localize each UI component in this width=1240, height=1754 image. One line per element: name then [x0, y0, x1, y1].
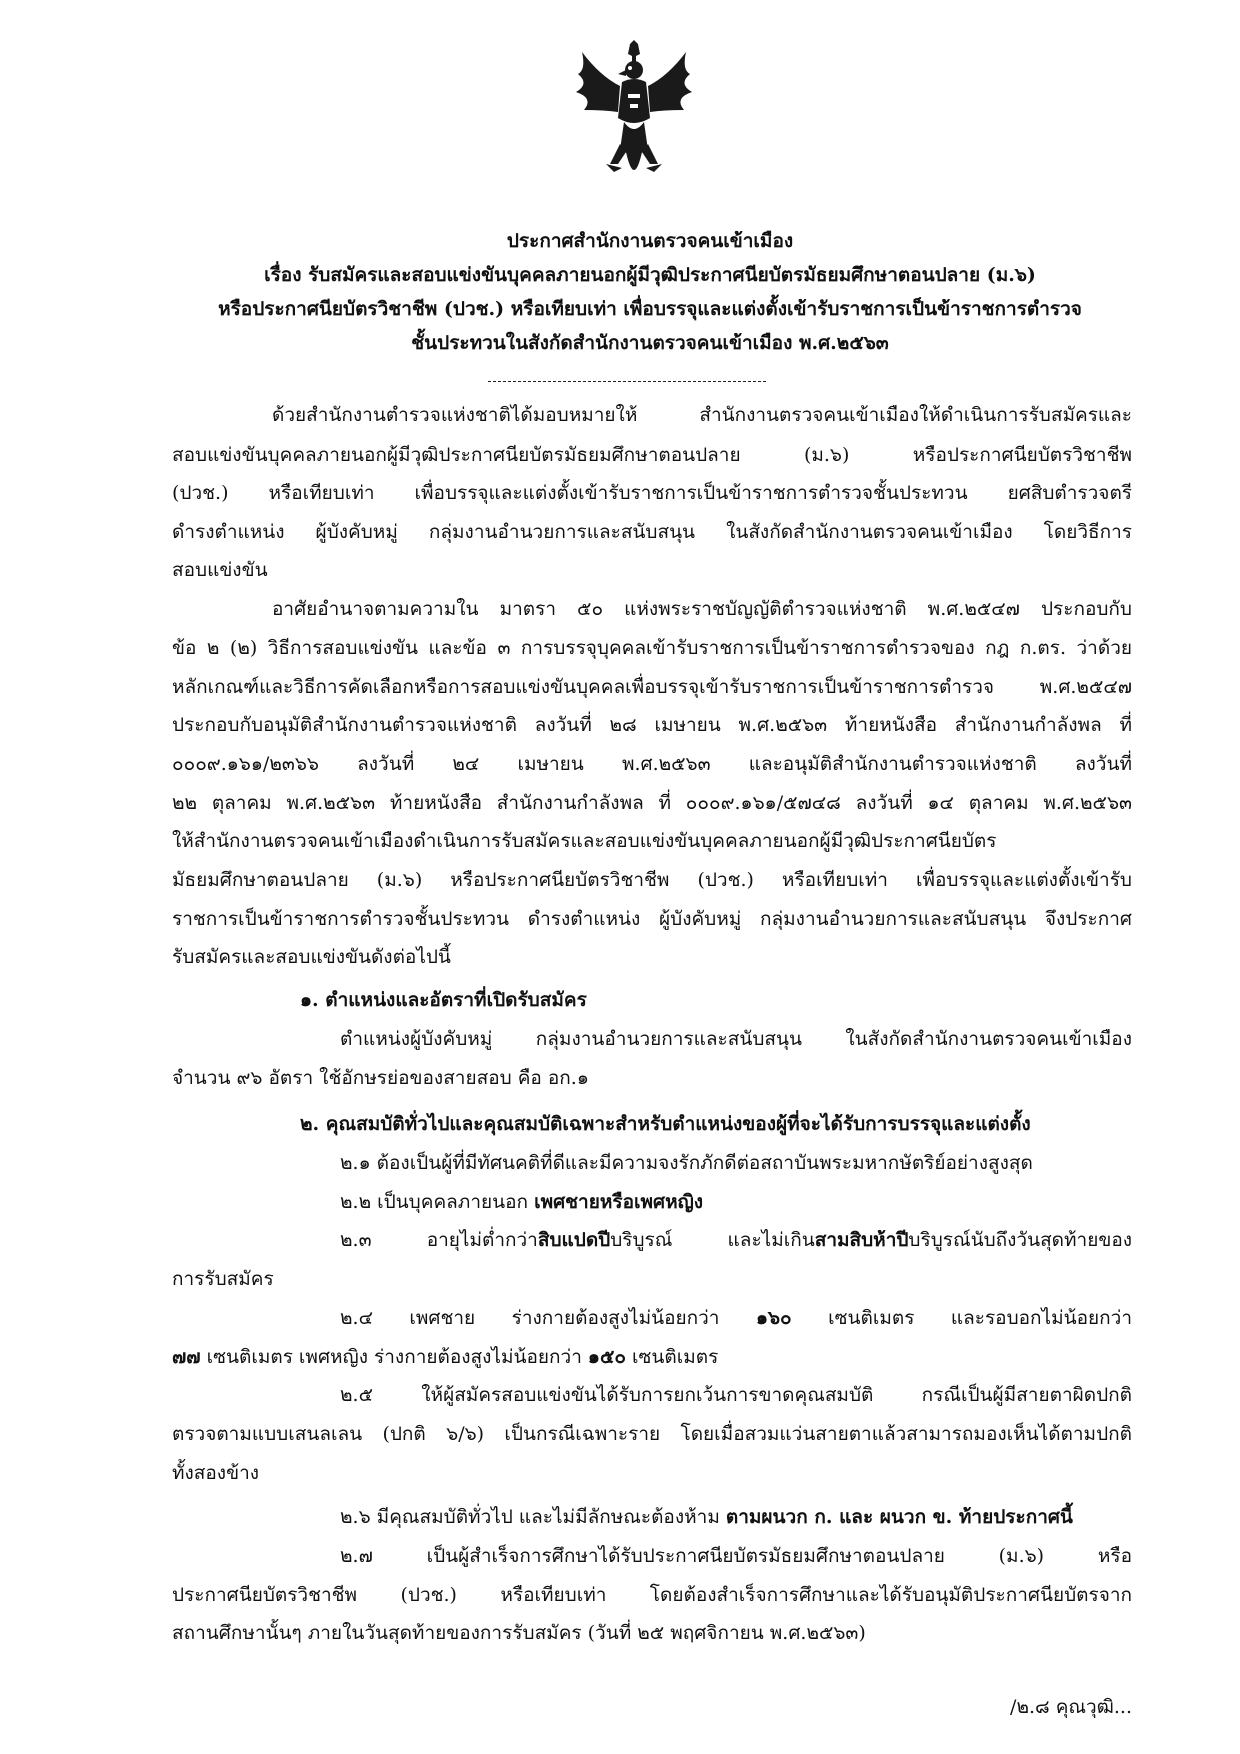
section2-item5-line1: ๒.๕ ให้ผู้สมัครสอบแข่งขันได้รับการยกเว้นการขาดคุณสมบัติ กรณีเป็นผู้มีสายตาผิดปกติ — [340, 1384, 1132, 1406]
paragraph2-line5: ๐๐๐๙.๑๖๑/๒๓๖๖ ลงวันที่ ๒๔ เมษายน พ.ศ.๒๕๖๓ และอนุมัติสำนักงานตำรวจแห่งชาติ ลงวันที่ — [172, 753, 1132, 775]
document-title: ประกาศสำนักงานตรวจคนเข้าเมือง — [506, 230, 794, 252]
paragraph2-line4: ประกอบกับอนุมัติสำนักงานตำรวจแห่งชาติ ลงวันที่ ๒๘ เมษายน พ.ศ.๒๕๖๓ ท้ายหนังสือ สำนักงานกำลังพล ที่ — [172, 714, 1132, 736]
section2-item6 — [340, 1502, 1132, 1532]
paragraph1-line5: สอบแข่งขัน — [172, 559, 268, 581]
section2-item4-text-a: ๒.๔ เพศชาย ร่างกายต้องสูงไม่น้อยกว่า — [340, 1307, 756, 1329]
paragraph1-line2: สอบแข่งขันบุคคลภายนอกผู้มีวุฒิประกาศนียบัตรมัธยมศึกษาตอนปลาย (ม.๖) หรือประกาศนียบัตรวิชาชีพ — [172, 444, 1132, 466]
section2-item1: ๒.๑ ต้องเป็นผู้ที่มีทัศนคติที่ดีและมีความจงรักภักดีต่อสถาบันพระมหากษัตริย์อย่างสูงสุด — [340, 1152, 1033, 1174]
section2-item4-text-b: เซนติเมตร และรอบอกไม่น้อยกว่า — [791, 1307, 1133, 1329]
section2-item4-height-male: ๑๖๐ — [755, 1307, 792, 1329]
section2-item3-text-c: บริบูรณ์นับถึงวันสุดท้ายของ — [908, 1229, 1133, 1251]
garuda-emblem-icon — [570, 40, 700, 190]
section1-heading: ๑. ตำแหน่งและอัตราที่เปิดรับสมัคร — [300, 989, 587, 1011]
section2-item3-cont: การรับสมัคร — [172, 1268, 274, 1290]
section2-item5-line3: ทั้งสองข้าง — [172, 1462, 260, 1484]
section2-item4-height-female: ๑๕๐ — [587, 1346, 626, 1368]
section2-item2 — [340, 1187, 1132, 1217]
section2-item4 — [340, 1303, 1132, 1333]
continuation-reference: /๒.๘ คุณวุฒิ... — [1010, 1696, 1132, 1718]
section2-item2-text: ๒.๒ เป็นบุคคลภายนอก — [340, 1191, 535, 1213]
paragraph1-line4: ดำรงตำแหน่ง ผู้บังคับหมู่ กลุ่มงานอำนวยการและสนับสนุน ในสังกัดสำนักงานตรวจคนเข้าเมือง โดยวิธีการ — [172, 521, 1132, 543]
section2-item6-bold: ตามผนวก ก. และ ผนวก ข. ท้ายประกาศนี้ — [725, 1506, 1073, 1528]
section2-item7-line3: สถานศึกษานั้นๆ ภายในวันสุดท้ายของการรับสมัคร (วันที่ ๒๕ พฤศจิกายน พ.ศ.๒๕๖๓) — [172, 1622, 866, 1644]
section2-item4-text-c: เซนติเมตร เพศหญิง ร่างกายต้องสูงไม่น้อยกว่า — [200, 1346, 588, 1368]
paragraph2-line1: อาศัยอำนาจตามความใน มาตรา ๕๐ แห่งพระราชบัญญัติตำรวจแห่งชาติ พ.ศ.๒๕๔๗ ประกอบกับ — [272, 598, 1132, 620]
section2-item5-line2: ตรวจตามแบบเสนลเลน (ปกติ ๖/๖) เป็นกรณีเฉพาะราย โดยเมื่อสวมแว่นสายตาแล้วสามารถมองเห็นได้ตามปกติ — [172, 1423, 1132, 1445]
section2-item4-cont — [172, 1342, 1132, 1372]
section2-item4-text-d: เซนติเมตร — [625, 1346, 719, 1368]
section2-item3 — [340, 1225, 1132, 1255]
section2-item3-text-a: ๒.๓ อายุไม่ต่ำกว่า — [340, 1229, 538, 1251]
paragraph2-line6: ๒๒ ตุลาคม พ.ศ.๒๕๖๓ ท้ายหนังสือ สำนักงานกำลังพล ที่ ๐๐๐๙.๑๖๑/๕๗๔๘ ลงวันที่ ๑๔ ตุลาคม พ.ศ.๒๕๖๓ — [172, 792, 1132, 814]
paragraph2-line3: หลักเกณฑ์และวิธีการคัดเลือกหรือการสอบแข่งขันบุคคลเพื่อบรรจุเข้ารับราชการเป็นข้าราชการตำรวจ พ.ศ.๒๕๔๗ — [172, 676, 1132, 698]
paragraph2-line8: มัธยมศึกษาตอนปลาย (ม.๖) หรือประกาศนียบัตรวิชาชีพ (ปวช.) หรือเทียบเท่า เพื่อบรรจุและแต่งตั้งเข้ารับ — [172, 869, 1132, 891]
section2-heading: ๒. คุณสมบัติทั่วไปและคุณสมบัติเฉพาะสำหรับตำแหน่งของผู้ที่จะได้รับการบรรจุและแต่งตั้ง — [300, 1113, 1031, 1135]
paragraph1-line1: ด้วยสำนักงานตำรวจแห่งชาติได้มอบหมายให้ สำนักงานตรวจคนเข้าเมืองให้ดำเนินการรับสมัครและ — [272, 404, 1132, 426]
title-divider — [488, 381, 766, 382]
paragraph2-line10: รับสมัครและสอบแข่งขันดังต่อไปนี้ — [172, 946, 451, 968]
section2-item3-bold-a: สิบแปดปี — [537, 1229, 611, 1251]
section2-item3-bold-b: สามสิบห้าปี — [814, 1229, 909, 1251]
section2-item7-line1: ๒.๗ เป็นผู้สำเร็จการศึกษาได้รับประกาศนียบัตรมัธยมศึกษาตอนปลาย (ม.๖) หรือ — [340, 1545, 1132, 1567]
section2-item4-chest: ๗๗ — [172, 1346, 201, 1368]
document-subject-line2: หรือประกาศนียบัตรวิชาชีพ (ปวช.) หรือเทียบเท่า เพื่อบรรจุและแต่งตั้งเข้ารับราชการเป็นข้าราชการตำรวจ — [218, 298, 1082, 320]
document-subject-line3: ชั้นประทวนในสังกัดสำนักงานตรวจคนเข้าเมือง พ.ศ.๒๕๖๓ — [411, 332, 889, 354]
paragraph2-line2: ข้อ ๒ (๒) วิธีการสอบแข่งขัน และข้อ ๓ การบรรจุบุคคลเข้ารับราชการเป็นข้าราชการตำรวจของ กฎ ก.ตร. ว่าด้วย — [172, 637, 1132, 659]
section2-item7-line2: ประกาศนียบัตรวิชาชีพ (ปวช.) หรือเทียบเท่า โดยต้องสำเร็จการศึกษาและได้รับอนุมัติประกาศนียบัตรจาก — [172, 1584, 1132, 1606]
paragraph2-line9: ราชการเป็นข้าราชการตำรวจชั้นประทวน ดำรงตำแหน่ง ผู้บังคับหมู่ กลุ่มงานอำนวยการและสนับสนุน จึงประกาศ — [172, 908, 1132, 930]
section1-line2: จำนวน ๙๖ อัตรา ใช้อักษรย่อของสายสอบ คือ อก.๑ — [172, 1067, 589, 1089]
section2-item3-text-b: บริบูรณ์ และไม่เกิน — [610, 1229, 815, 1251]
section1-line1: ตำแหน่งผู้บังคับหมู่ กลุ่มงานอำนวยการและสนับสนุน ในสังกัดสำนักงานตรวจคนเข้าเมือง — [340, 1028, 1132, 1050]
section2-item2-bold: เพศชายหรือเพศหญิง — [534, 1191, 704, 1213]
paragraph2-line7: ให้สำนักงานตรวจคนเข้าเมืองดำเนินการรับสมัครและสอบแข่งขันบุคคลภายนอกผู้มีวุฒิประกาศนียบัตร — [172, 830, 997, 852]
paragraph1-line3: (ปวช.) หรือเทียบเท่า เพื่อบรรจุและแต่งตั้งเข้ารับราชการเป็นข้าราชการตำรวจชั้นประทวน ยศสิบตำรวจตรี — [172, 482, 1132, 504]
section2-item6-text: ๒.๖ มีคุณสมบัติทั่วไป และไม่มีลักษณะต้องห้าม — [340, 1506, 726, 1528]
document-subject: เรื่อง รับสมัครและสอบแข่งขันบุคคลภายนอกผู้มีวุฒิประกาศนียบัตรมัธยมศึกษาตอนปลาย (ม.๖) — [264, 264, 1036, 286]
